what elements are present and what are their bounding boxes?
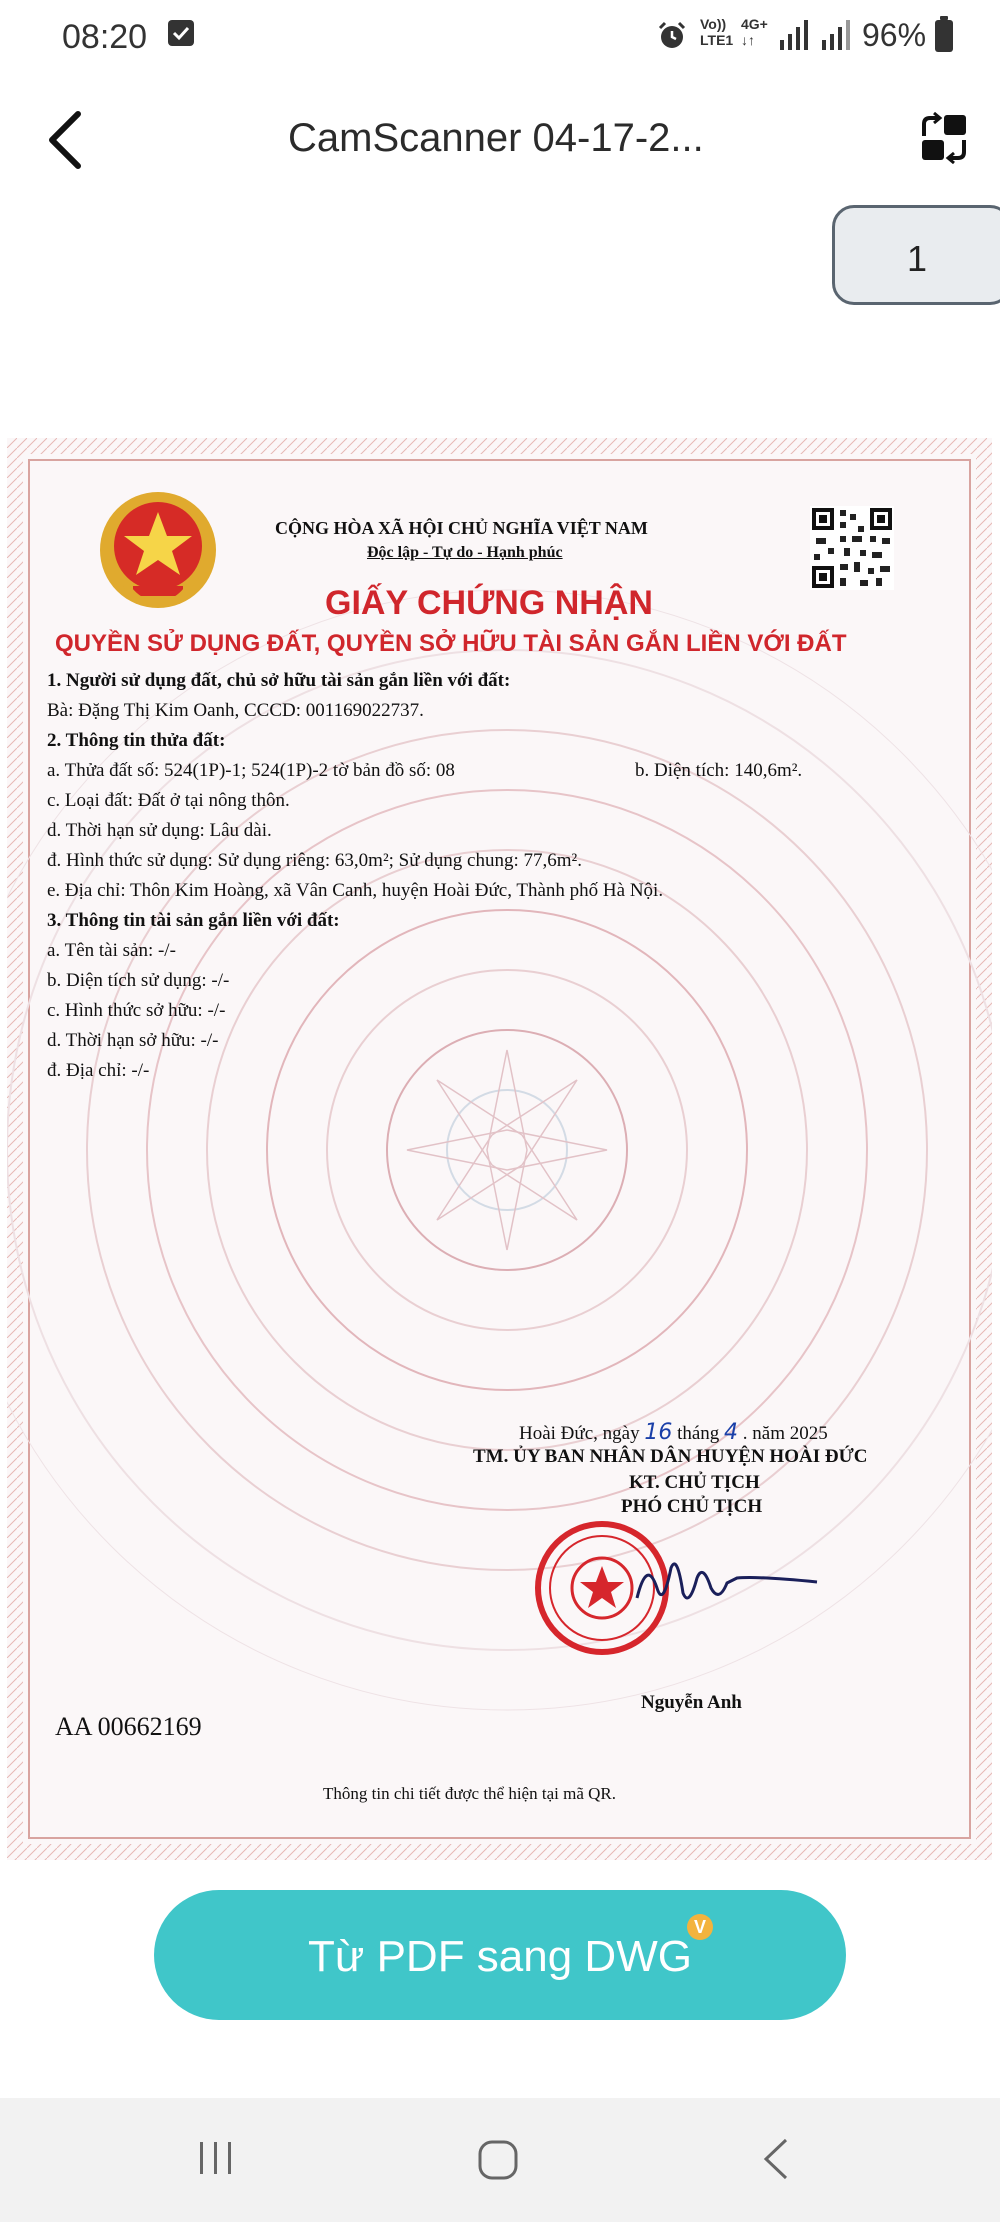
national-emblem	[95, 490, 221, 616]
national-motto: Độc lập - Tự do - Hạnh phúc	[367, 544, 563, 561]
certificate-subtitle: QUYỀN SỬ DỤNG ĐẤT, QUYỀN SỞ HỮU TÀI SẢN GẮN LIỀN VỚI ĐẤT	[55, 630, 847, 657]
land-type-line: c. Loại đất: Đất ở tại nông thôn.	[47, 790, 290, 811]
page-indicator[interactable]: 1	[832, 205, 1000, 305]
issue-date: Hoài Đức, ngày 16 tháng 4 . năm 2025	[519, 1420, 828, 1445]
term-line: d. Thời hạn sử dụng: Lâu dài.	[47, 820, 272, 841]
network-4g-indicator: 4G+ ↓↑	[741, 16, 768, 48]
section-2-heading: 2. Thông tin thửa đất:	[47, 730, 226, 751]
battery-icon	[935, 20, 953, 52]
usage-form-line: đ. Hình thức sử dụng: Sử dụng riêng: 63,0m²; Sử dụng chung: 77,6m².	[47, 850, 582, 871]
certificate-title: GIẤY CHỨNG NHẬN	[325, 584, 653, 622]
document-title: CamScanner 04-17-2...	[288, 116, 704, 160]
home-icon[interactable]	[476, 2138, 520, 2182]
serial-number: AA 00662169	[55, 1712, 202, 1741]
alarm-icon	[656, 20, 688, 52]
authority-name: TM. ỦY BAN NHÂN DÂN HUYỆN HOÀI ĐỨC	[473, 1446, 868, 1467]
asset-address-line: đ. Địa chỉ: -/-	[47, 1060, 150, 1081]
owner-line: Bà: Đặng Thị Kim Oanh, CCCD: 001169022737.	[47, 700, 424, 721]
footer-note: Thông tin chi tiết được thể hiện tại mã QR.	[323, 1784, 616, 1803]
republic-name: CỘNG HÒA XÃ HỘI CHỦ NGHĨA VIỆT NAM	[275, 518, 648, 538]
back-icon[interactable]	[758, 2136, 794, 2182]
position-2: PHÓ CHỦ TỊCH	[621, 1496, 763, 1517]
volte-indicator: Vo)) LTE1	[700, 16, 734, 48]
battery-percent: 96%	[862, 17, 927, 53]
section-1-heading: 1. Người sử dụng đất, chủ sở hữu tài sản gắn liền với đất:	[47, 670, 511, 691]
recent-apps-icon[interactable]	[196, 2138, 236, 2178]
vip-badge-icon: V	[687, 1914, 713, 1940]
app-header	[0, 100, 1000, 180]
signature	[627, 1548, 827, 1618]
section-3-heading: 3. Thông tin tài sản gắn liền với đất:	[47, 910, 340, 931]
document-page[interactable]	[7, 438, 992, 1860]
asset-area-line: b. Diện tích sử dụng: -/-	[47, 970, 230, 991]
chevron-left-icon[interactable]	[40, 108, 90, 172]
pdf-to-dwg-button[interactable]: Từ PDF sang DWG V	[154, 1890, 846, 2020]
position-1: KT. CHỦ TỊCH	[629, 1472, 760, 1493]
ownership-form-line: c. Hình thức sở hữu: -/-	[47, 1000, 226, 1021]
status-bar	[0, 0, 1000, 75]
signal-icon	[780, 20, 856, 50]
address-line: e. Địa chỉ: Thôn Kim Hoàng, xã Vân Canh, huyện Hoài Đức, Thành phố Hà Nội.	[47, 880, 664, 901]
convert-icon[interactable]	[918, 112, 970, 164]
qr-code	[810, 506, 894, 590]
parcel-line: a. Thửa đất số: 524(1P)-1; 524(1P)-2 tờ bản đồ số: 08	[47, 760, 455, 781]
status-time: 08:20	[62, 18, 148, 56]
signer-name: Nguyễn Anh	[641, 1692, 742, 1713]
area-line: b. Diện tích: 140,6m².	[635, 760, 803, 781]
ownership-term-line: d. Thời hạn sở hữu: -/-	[47, 1030, 219, 1051]
check-notification-icon	[168, 20, 194, 46]
system-navbar	[0, 2098, 1000, 2222]
asset-name-line: a. Tên tài sản: -/-	[47, 940, 176, 961]
